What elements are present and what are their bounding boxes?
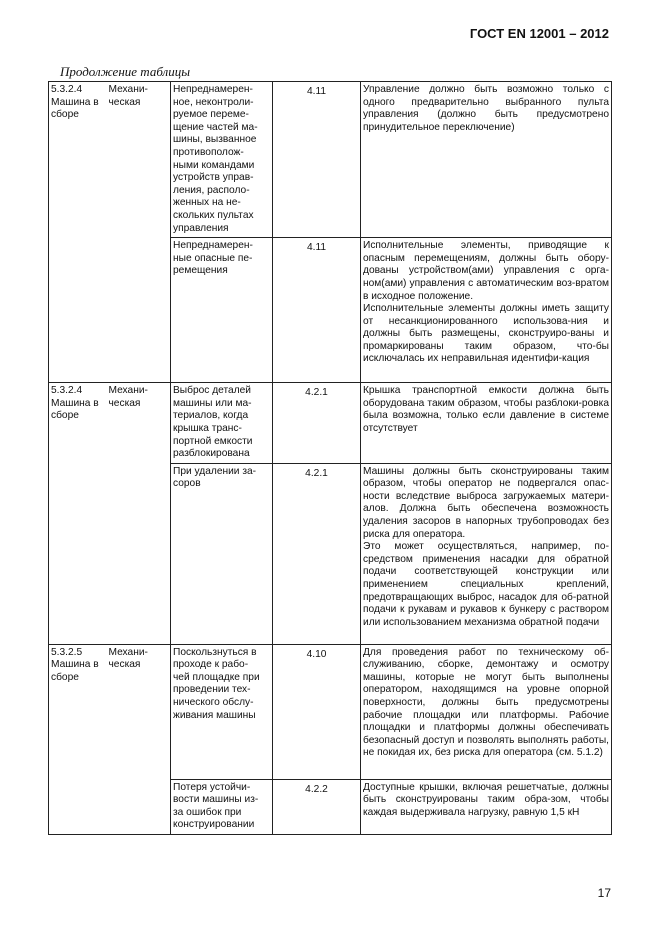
hazard-type-text: Механи- ческая [108, 646, 148, 671]
clause-reference-cell [273, 779, 361, 834]
safety-requirement-text: Крышка транспортной емкости должна быть оборудована таким образом, чтобы разблоки-ровка была возможна, только если давление в системе отсутствует [363, 385, 609, 434]
safety-requirement-text: Управление должно быть возможно только с одного предварительно выбранного пульта управления (должно быть предусмотрено принудительное переключение) [363, 84, 609, 133]
hazard-situation-text: При удалении за- соров [173, 465, 257, 490]
hazard-situation-cell [171, 644, 273, 779]
clause-reference-cell [273, 238, 361, 383]
clause-reference: 4.2.2 [305, 783, 328, 795]
hazard-type-cell [107, 82, 171, 383]
hazard-type-text: Механи- ческая [108, 84, 148, 108]
section-text: 5.3.2.4 Машина в сборе [51, 84, 99, 121]
safety-requirement-text: Доступные крышки, включая решетчатые, должны быть сконструированы таким обра-зом, чтобы каждая выдерживала нагрузку, равную 1,5 кН [363, 781, 609, 818]
hazard-type-text: Механи- ческая [108, 385, 148, 409]
standard-designation: ГОСТ EN 12001 – 2012 [469, 26, 609, 41]
hazard-situation-cell [171, 383, 273, 464]
hazard-situation-cell [171, 463, 273, 644]
table-row [49, 82, 612, 238]
safety-requirement-text: Машины должны быть сконструированы таким образом, чтобы оператор не подвергался опас-ности вследствие выброса загружаемых матери-алов. Должна быть обеспечена возможность удаления засоров в напорных трубопроводах без риска для оператора. Это может осуществляться, например, по-средством применения насадки для обратной подачи соответствующей конструкции или применением специальных креплений, предотвращающих выброс, насадок для об-ратной подачи к рукавам и рукавов к бункеру с раствором или использованием механизма обратной подачи [363, 465, 609, 628]
safety-requirement-cell [361, 82, 612, 238]
clause-reference: 4.11 [306, 86, 327, 97]
clause-reference-cell [273, 644, 361, 779]
section-cell [49, 383, 107, 645]
hazard-situation-text: Непреднамерен- ные опасные пе- ремещения [173, 240, 253, 277]
table-row [49, 383, 612, 464]
hazard-situation-text: Потеря устойчи- вости машины из- за ошибок при конструировании [173, 781, 259, 831]
clause-reference-cell [273, 383, 361, 464]
clause-reference: 4.11 [306, 242, 327, 254]
page-number: 17 [597, 886, 611, 900]
section-cell [49, 82, 107, 383]
safety-requirement-cell [361, 383, 612, 464]
hazard-situation-text: Выброс деталей машины или ма- териалов, когда крышка транс- портной емкости разблокирована [173, 385, 253, 460]
clause-reference: 4.2.1 [305, 467, 328, 479]
safety-requirement-cell [361, 644, 612, 779]
table-row [49, 644, 612, 779]
table-continuation-caption: Продолжение таблицы [60, 64, 191, 79]
section-text: 5.3.2.4 Машина в сборе [51, 385, 99, 422]
safety-requirement-text: Исполнительные элементы, приводящие к опасным перемещениям, должны быть обору-дованы устройством(ами) управления с орга-ном(ами) управления с автоматическим воз-вратом в исходное положение. Исполнительные элементы должны иметь защиту от несанкционированного использова-ния и должны быть размещены, сконструиро-ваны и промаркированы таким образом, что-бы исключалась их неправильная идентифи-кация [363, 240, 609, 365]
safety-requirement-cell [361, 463, 612, 644]
safety-requirement-text: Для проведения работ по техническому об-служиванию, сборке, демонтажу и осмотру машины, которые не могут быть выполнены оператором, находящимся на уровне опорной поверхности, должны быть предусмотрены рабочие площадки или платформы. Рабочие площадки и платформы должны обеспечивать безопасный доступ и позволять выполнять работы, не покидая их, без риска для оператора (см. 5.1.2) [363, 646, 609, 759]
hazard-situation-cell [171, 779, 273, 834]
clause-reference: 4.10 [306, 648, 327, 660]
hazard-situation-text: Непреднамерен- ное, неконтроли- руемое переме- щение частей ма- шины, вызванное противополож- ными командами устройств управ- ления, располо- женных на не- скольких пультах управления [173, 84, 258, 234]
hazard-situation-cell [171, 82, 273, 238]
clause-reference-cell [273, 463, 361, 644]
hazard-situation-cell [171, 238, 273, 383]
hazard-type-cell [107, 644, 171, 834]
section-text: 5.3.2.5 Машина в сборе [51, 646, 99, 683]
safety-requirement-cell [361, 238, 612, 383]
hazard-type-cell [107, 383, 171, 645]
safety-requirement-cell [361, 779, 612, 834]
clause-reference-cell [273, 82, 361, 238]
section-cell [49, 644, 107, 834]
hazard-table [48, 81, 612, 835]
hazard-situation-text: Поскользнуться в проходе к рабо- чей площадке при проведении тех- нического обслу- живания машины [173, 646, 260, 721]
clause-reference: 4.2.1 [305, 387, 328, 399]
